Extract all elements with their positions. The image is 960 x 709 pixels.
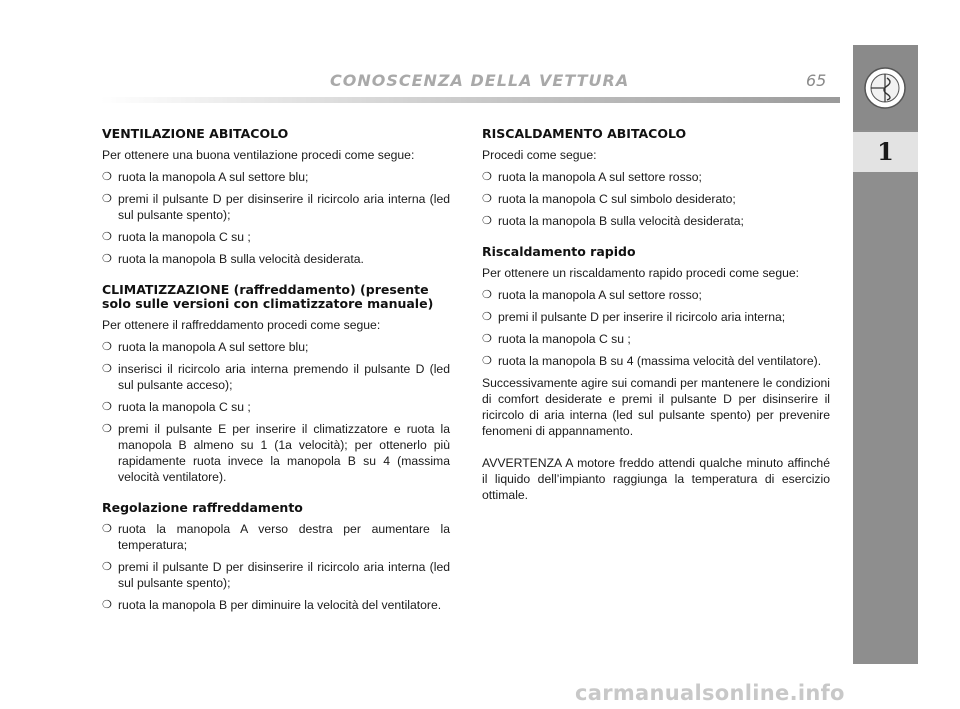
riscaldamento-intro: Procedi come segue: — [482, 148, 597, 162]
list-item: ❍ ruota la manopola A sul settore blu; — [102, 169, 450, 185]
list-item: ❍ ruota la manopola A verso destra per aumentare la temperatura; — [102, 521, 450, 553]
chapter-number: 1 — [853, 132, 918, 172]
list-item: ❍ ruota la manopola A sul settore rosso; — [482, 287, 830, 303]
list-item: ❍ inserisci il ricircolo aria interna premendo il pulsante D (led sul pulsante acceso); — [102, 361, 450, 393]
list-item: ❍ premi il pulsante E per inserire il climatizzatore e ruota la manopola B almeno su 1 (1a velocità); per ottenerlo più rapidamente ruota invece la manopola B su 4 (massima velocità ventilatore). — [102, 421, 450, 485]
section-title-regolazione: Regolazione raffreddamento — [102, 500, 303, 515]
section-title-climatizzazione: CLIMATIZZAZIONE (raffreddamento) (presente solo sulle versioni con climatizzatore manuale) — [102, 282, 434, 311]
section-title-riscaldamento-rapido: Riscaldamento rapido — [482, 244, 636, 259]
list-item: ❍ premi il pulsante D per disinserire il ricircolo aria interna (led sul pulsante spento); — [102, 559, 450, 591]
ventilazione-intro: Per ottenere una buona ventilazione procedi come segue: — [102, 148, 415, 162]
riscaldamento-rapido-intro: Per ottenere un riscaldamento rapido procedi come segue: — [482, 266, 800, 280]
list-item: ❍ ruota la manopola B sulla velocità desiderata. — [102, 251, 450, 267]
list-item: ❍ ruota la manopola C su ; — [482, 331, 830, 347]
list-item: ❍ ruota la manopola C sul simbolo desiderato; — [482, 191, 830, 207]
list-item: ❍ ruota la manopola B sulla velocità desiderata; — [482, 213, 830, 229]
section-title-riscaldamento: RISCALDAMENTO ABITACOLO — [482, 126, 687, 141]
right-column — [482, 127, 830, 509]
list-item: ❍ ruota la manopola A sul settore rosso; — [482, 169, 830, 185]
header-rule — [100, 97, 840, 103]
list-item: ❍ ruota la manopola C su ; — [102, 229, 450, 245]
left-column — [102, 127, 450, 619]
list-item: ❍ premi il pulsante D per inserire il ricircolo aria interna; — [482, 309, 830, 325]
climatizzazione-intro: Per ottenere il raffreddamento procedi come segue: — [102, 318, 381, 332]
alfa-romeo-logo-icon — [863, 66, 907, 110]
list-item: ❍ ruota la manopola B per diminuire la velocità del ventilatore. — [102, 597, 450, 613]
warning-paragraph: AVVERTENZA A motore freddo attendi qualche minuto affinché il liquido dell’impianto raggiunga la temperatura di esercizio ottimale. — [482, 456, 830, 502]
list-item: ❍ ruota la manopola B su 4 (massima velocità del ventilatore). — [482, 353, 830, 369]
list-item: ❍ ruota la manopola C su ; — [102, 399, 450, 415]
list-item: ❍ ruota la manopola A sul settore blu; — [102, 339, 450, 355]
section-title-ventilazione: VENTILAZIONE ABITACOLO — [102, 126, 289, 141]
watermark[interactable]: carmanualsonline.info — [575, 681, 845, 705]
riscaldamento-rapido-paragraph: Successivamente agire sui comandi per mantenere le condizioni di comfort desiderate e premi il pulsante D per disinserire il ricircolo di aria interna (led sul pulsante spento) per prevenire fenomeni di appannamento. — [482, 376, 830, 438]
list-item: ❍ premi il pulsante D per disinserire il ricircolo aria interna (led sul pulsante spento); — [102, 191, 450, 223]
page-number: 65 — [806, 71, 827, 90]
page-header-title: CONOSCENZA DELLA VETTURA — [330, 71, 630, 90]
chapter-side-tab — [853, 45, 918, 664]
tab-body — [853, 174, 918, 664]
